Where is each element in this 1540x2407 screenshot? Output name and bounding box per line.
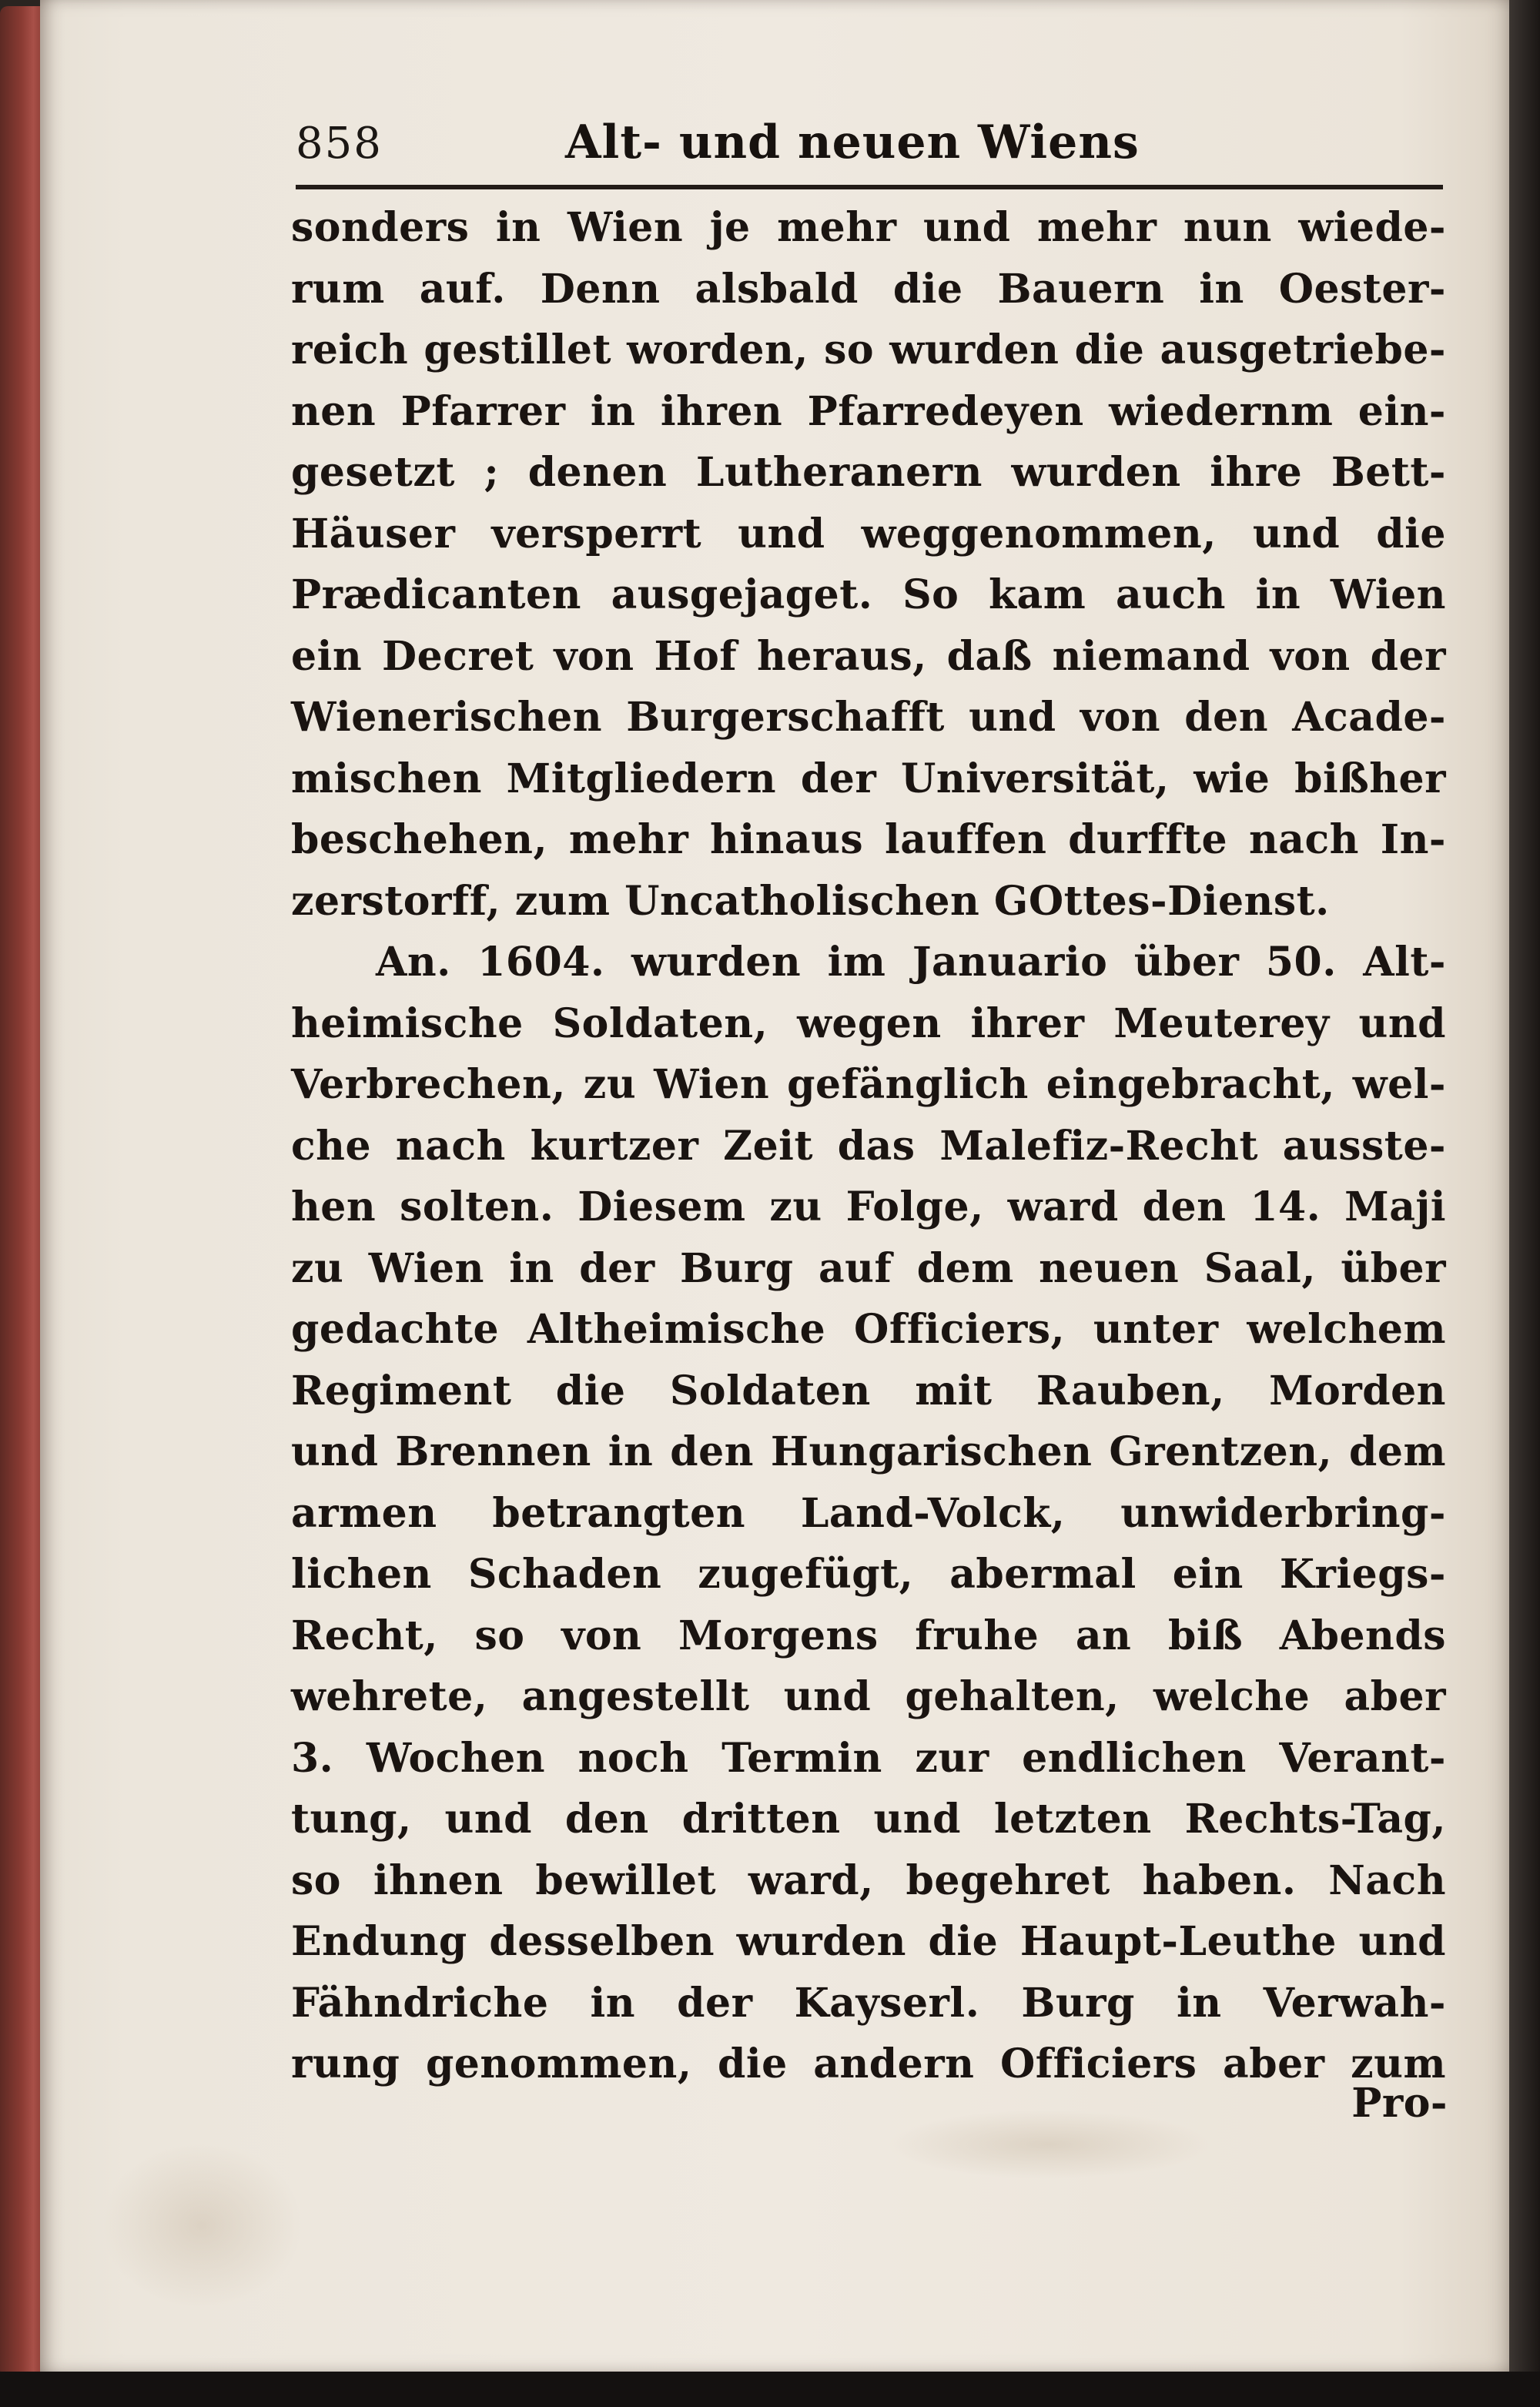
- text-line: Recht, so von Morgens fruhe an biß Abends: [291, 1612, 1446, 1659]
- book-bottom-edge: [0, 2372, 1540, 2407]
- text-line-paragraph-start: An. 1604. wurden im Januario über 50. Alt-: [376, 939, 1446, 986]
- text-line: hen solten. Diesem zu Folge, ward den 14. Maji: [291, 1183, 1446, 1230]
- text-line: heimische Soldaten, wegen ihrer Meuterey und: [291, 999, 1446, 1047]
- text-line: Wienerischen Burgerschafft und von den Acade-: [291, 694, 1446, 741]
- text-line: gedachte Altheimische Officiers, unter welchem: [291, 1306, 1446, 1353]
- text-line: Regiment die Soldaten mit Rauben, Morden: [291, 1367, 1446, 1414]
- text-line: sonders in Wien je mehr und mehr nun wiede-: [291, 204, 1446, 251]
- text-line: gesetzt ; denen Lutheranern wurden ihre Bett-: [291, 449, 1446, 496]
- text-line: Häuser versperrt und weggenommen, und die: [291, 510, 1446, 557]
- text-line: lichen Schaden zugefügt, abermal ein Kriegs-: [291, 1551, 1446, 1598]
- header-rule: [296, 185, 1443, 189]
- catchword-area: [1232, 2073, 1448, 2134]
- text-line: mischen Mitgliedern der Universität, wie bißher: [291, 755, 1446, 802]
- text-line: Endung desselben wurden die Haupt-Leuthe und: [291, 1918, 1446, 1965]
- body-text: [291, 197, 1446, 2095]
- text-line: Verbrechen, zu Wien gefänglich eingebracht, wel-: [291, 1061, 1446, 1108]
- text-line: Prædicanten ausgejaget. So kam auch in Wien: [291, 571, 1446, 618]
- text-line: beschehen, mehr hinaus lauffen durffte nach In-: [291, 816, 1446, 863]
- text-line: rum auf. Denn alsbald die Bauern in Oester-: [291, 265, 1446, 313]
- text-line: armen betrangten Land-Volck, unwiderbring-: [291, 1489, 1446, 1537]
- text-line: 3. Wochen noch Termin zur endlichen Verant-: [291, 1734, 1446, 1782]
- text-line: rung genommen, die andern Officiers aber zum: [291, 2040, 1446, 2087]
- text-line: wehrete, angestellt und gehalten, welche aber: [291, 1673, 1446, 1720]
- text-line: so ihnen bewillet ward, begehret haben. Nach: [291, 1856, 1446, 1904]
- text-line: und Brennen in den Hungarischen Grentzen, dem: [291, 1428, 1446, 1475]
- page-header: [296, 115, 1451, 177]
- text-line: zerstorff, zum Uncatholischen GOttes-Dienst.: [291, 877, 1330, 925]
- text-line: reich gestillet worden, so wurden die ausgetriebe-: [291, 326, 1446, 373]
- text-line: nen Pfarrer in ihren Pfarredeyen wiedernm ein-: [291, 387, 1446, 435]
- text-line: zu Wien in der Burg auf dem neuen Saal, über: [291, 1244, 1446, 1292]
- text-line: Fähndriche in der Kayserl. Burg in Verwah-: [291, 1979, 1446, 2027]
- text-line: che nach kurtzer Zeit das Malefiz-Recht ausste-: [291, 1122, 1446, 1170]
- page-block-edge: [1509, 0, 1540, 2407]
- text-line: ein Decret von Hof heraus, daß niemand von der: [291, 632, 1446, 680]
- text-line: tung, und den dritten und letzten Rechts-Tag,: [291, 1796, 1446, 1843]
- page-stain: [887, 2110, 1210, 2179]
- catchword: Pro-: [1351, 2080, 1448, 2127]
- page-number: 858: [296, 119, 383, 169]
- running-title: Alt- und neuen Wiens: [565, 115, 1140, 169]
- page-stain: [102, 2141, 302, 2310]
